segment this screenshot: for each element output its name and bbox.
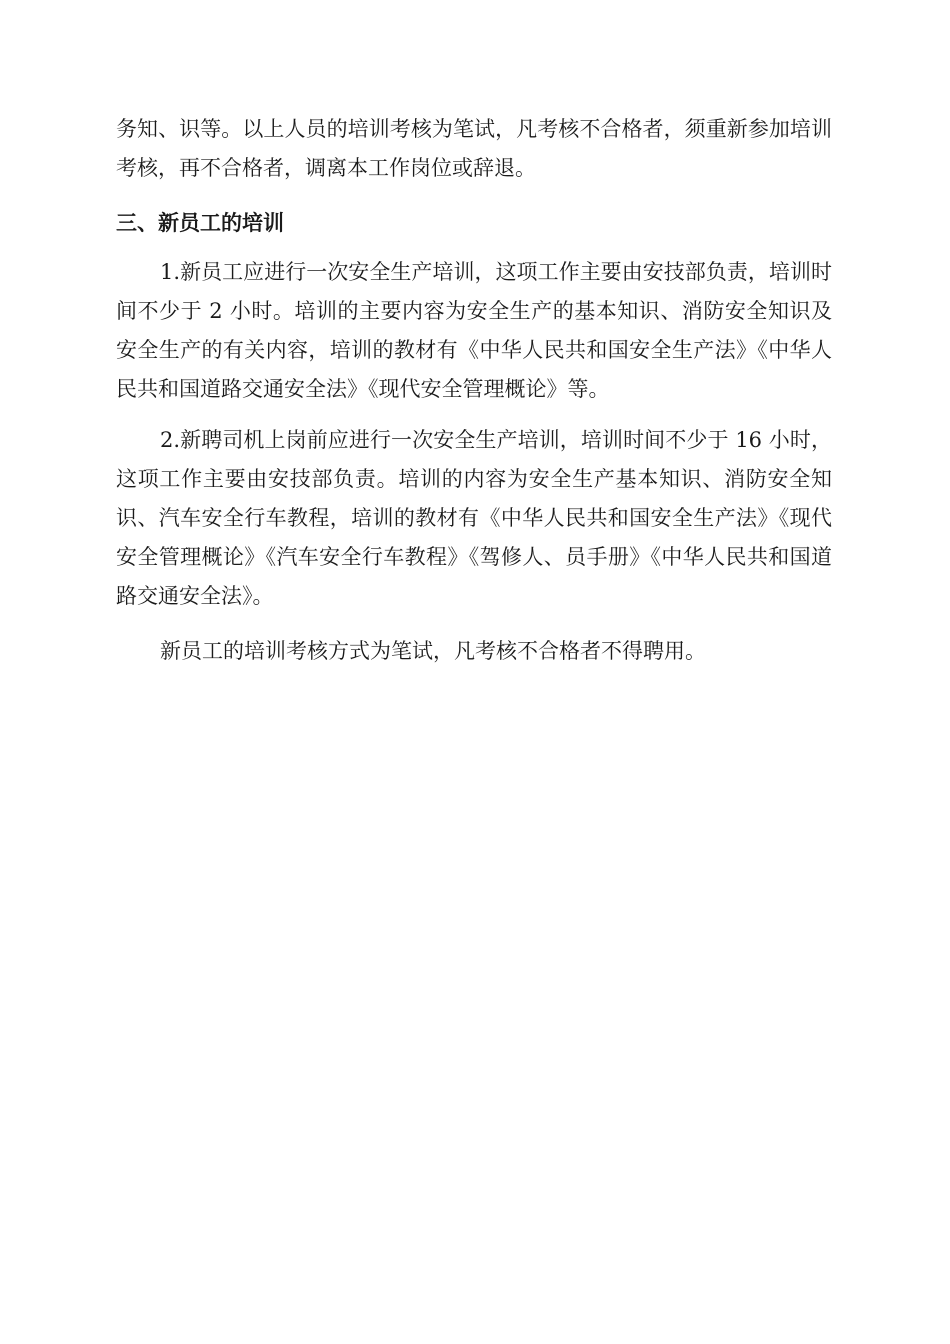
continuation-paragraph: 务知、识等。以上人员的培训考核为笔试，凡考核不合格者，须重新参加培训考核，再不合格者，调离本工作岗位或辞退。 (116, 117, 832, 180)
document-page (116, 110, 832, 671)
paragraph-new-employee-training: 1.新员工应进行一次安全生产培训，这项工作主要由安技部负责，培训时间不少于 2 小时。培训的主要内容为安全生产的基本知识、消防安全知识及安全生产的有关内容，培训的教材有《中华人民共和国安全生产法》《中华人民共和国道路交通安全法》《现代安全管理概论》等。 (116, 260, 832, 401)
paragraph-new-driver-training: 2.新聘司机上岗前应进行一次安全生产培训，培训时间不少于 16 小时，这项工作主要由安技部负责。培训的内容为安全生产基本知识、消防安全知识、汽车安全行车教程，培训的教材有《中华人民共和国安全生产法》《现代安全管理概论》《汽车安全行车教程》《驾修人、员手册》《中华人民共和国道路交通安全法》。 (116, 428, 832, 608)
section-heading: 三、新员工的培训 (116, 211, 284, 235)
paragraph-assessment-method: 新员工的培训考核方式为笔试，凡考核不合格者不得聘用。 (160, 639, 706, 663)
